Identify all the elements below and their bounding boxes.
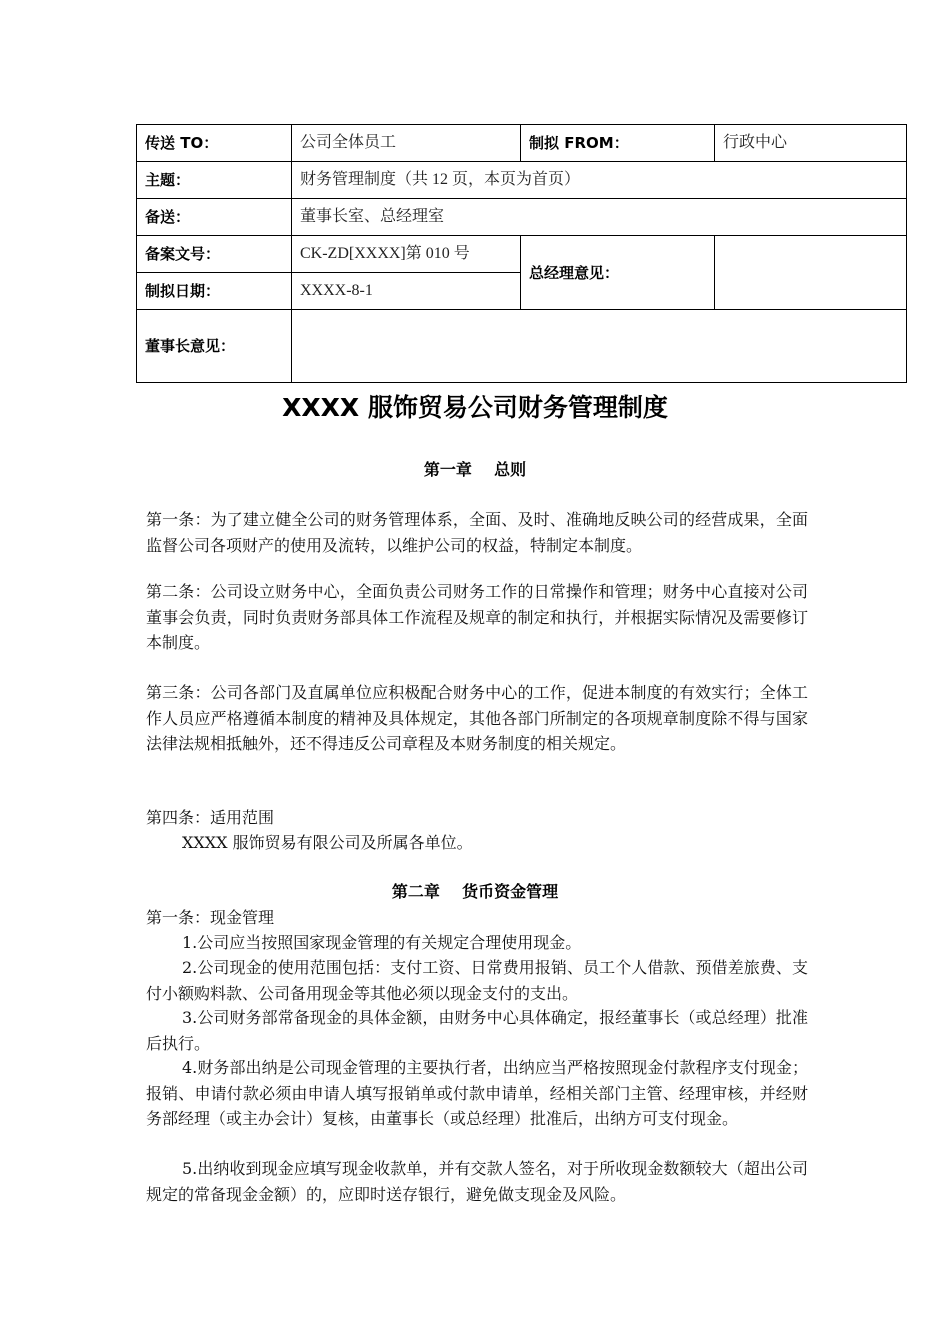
memo-header-table: [136, 124, 907, 383]
from-value: 行政中心: [715, 125, 907, 162]
date-value: XXXX-8-1: [292, 273, 521, 310]
ch1-article-4-title: 第四条：适用范围: [146, 808, 275, 827]
record-no-label: 备案文号：: [137, 236, 292, 273]
chairman-opinion-label: 董事长意见：: [137, 310, 292, 383]
ch1-article-2: 第二条：公司设立财务中心，全面负责公司财务工作的日常操作和管理；财务中心直接对公司董事会负责，同时负责财务部具体工作流程及规章的制定和执行，并根据实际情况及需要修订本制度。: [146, 582, 808, 652]
document-title: XXXX 服饰贸易公司财务管理制度: [282, 393, 668, 422]
date-label: 制拟日期：: [137, 273, 292, 310]
chapter-2-heading: 第二章 货币资金管理: [391, 882, 559, 901]
from-label: 制拟 FROM：: [521, 125, 715, 162]
ch1-article-3: 第三条：公司各部门及直属单位应积极配合财务中心的工作，促进本制度的有效实行；全体工作人员应严格遵循本制度的精神及具体规定，其他各部门所制定的各项规章制度除不得与国家法律法规相抵触外，还不得违反公司章程及本财务制度的相关规定。: [146, 683, 808, 753]
memo-row-chairman: [137, 310, 907, 383]
cc-value: 董事长室、总经理室: [292, 199, 907, 236]
chairman-opinion-value: [292, 310, 907, 383]
memo-row-subject: [137, 162, 907, 199]
record-no-value: CK-ZD[XXXX]第 010 号: [292, 236, 521, 273]
ch2-article-1-title: 第一条：现金管理: [146, 908, 275, 927]
cc-label: 备送：: [137, 199, 292, 236]
to-label: 传送 TO：: [137, 125, 292, 162]
subject-value: 财务管理制度（共 12 页，本页为首页）: [292, 162, 907, 199]
ch2-item-3: 3.公司财务部常备现金的具体金额，由财务中心具体确定，报经董事长（或总经理）批准后执行。: [146, 1008, 808, 1053]
ch1-article-1: 第一条：为了建立健全公司的财务管理体系，全面、及时、准确地反映公司的经营成果，全面监督公司各项财产的使用及流转，以维护公司的权益，特制定本制度。: [146, 510, 808, 555]
gm-opinion-label: 总经理意见：: [521, 236, 715, 310]
gm-opinion-value: [715, 236, 907, 310]
chapter-1-heading: 第一章 总则: [423, 460, 527, 479]
ch2-item-1: 1.公司应当按照国家现金管理的有关规定合理使用现金。: [182, 933, 582, 952]
ch2-item-4: 4.财务部出纳是公司现金管理的主要执行者，出纳应当严格按照现金付款程序支付现金；报销、申请付款必须由申请人填写报销单或付款申请单，经相关部门主管、经理审核，并经财务部经理（或主办会计）复核，由董事长（或总经理）批准后，出纳方可支付现金。: [146, 1058, 808, 1128]
memo-row-cc: [137, 199, 907, 236]
ch1-article-4-body: XXXX 服饰贸易有限公司及所属各单位。: [182, 833, 473, 852]
to-value: 公司全体员工: [292, 125, 521, 162]
memo-row-to-from: [137, 125, 907, 162]
ch2-item-2: 2.公司现金的使用范围包括：支付工资、日常费用报销、员工个人借款、预借差旅费、支付小额购料款、公司备用现金等其他必须以现金支付的支出。: [146, 958, 808, 1003]
subject-label: 主题：: [137, 162, 292, 199]
memo-row-record-no: [137, 236, 907, 273]
ch2-item-5: 5.出纳收到现金应填写现金收款单，并有交款人签名，对于所收现金数额较大（超出公司规定的常备现金金额）的，应即时送存银行，避免做支现金及风险。: [146, 1159, 808, 1204]
